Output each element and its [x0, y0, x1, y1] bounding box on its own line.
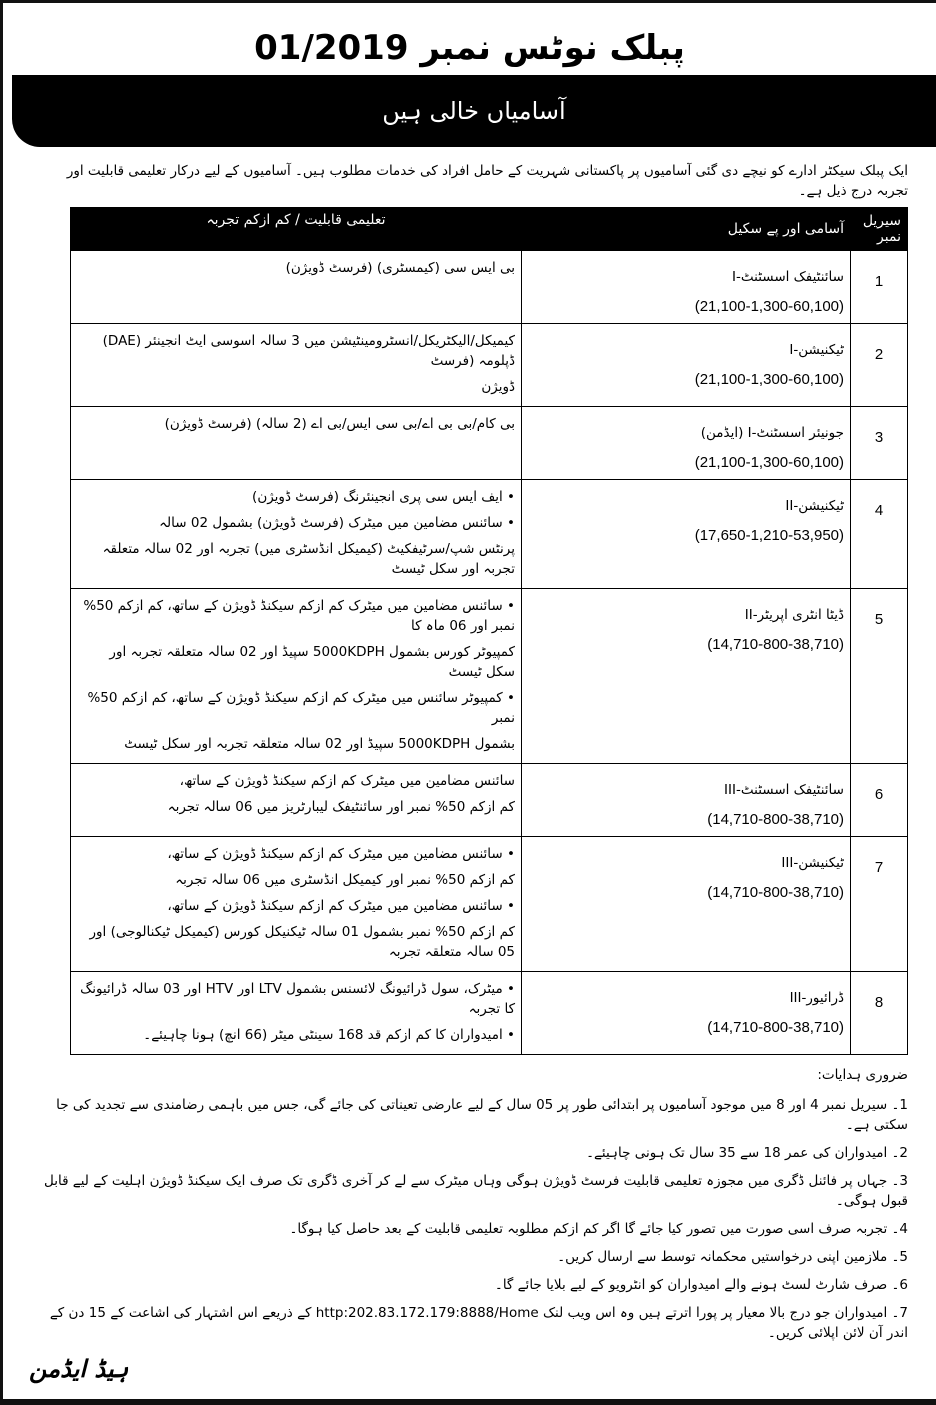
post-name: ٹیکنیشن-I [789, 342, 844, 358]
pay-scale: (14,710-800-38,710) [707, 636, 844, 653]
serial-number: 3 [851, 407, 908, 480]
table-row [71, 764, 908, 837]
qualification-line: کمپیوٹر کورس بشمول 5000KDPH سپیڈ اور 02 سالہ متعلقہ تجربہ اور سکل ٹیسٹ [109, 644, 515, 680]
post-cell [522, 251, 851, 324]
qualification-cell [71, 972, 522, 1055]
table-header-row [71, 208, 908, 251]
instruction-item: 5۔ ملازمین اپنی درخواستیں محکمانہ توسط سے ارسال کریں۔ [557, 1249, 908, 1265]
post-cell [522, 407, 851, 480]
vacancies-banner: آسامیاں خالی ہیں [12, 75, 936, 147]
serial-number: 5 [851, 589, 908, 764]
header-serial: سیریل نمبر [851, 208, 908, 251]
qualification-line: • ایف ایس سی پری انجینئرنگ (فرسٹ ڈویژن) [77, 484, 515, 510]
qualification-line: بی ایس سی (کیمسٹری) (فرسٹ ڈویژن) [285, 260, 515, 276]
serial-number: 1 [851, 251, 908, 324]
post-name: جونیئر اسسٹنٹ-I (ایڈمن) [700, 425, 844, 441]
qualification-line: ڈویژن [481, 379, 515, 395]
instructions [31, 1065, 908, 1347]
qualification-cell [71, 589, 522, 764]
qualification-line: پرنٹس شپ/سرٹیفکیٹ (کیمیکل انڈسٹری میں) تجربہ اور 02 سالہ متعلقہ تجربہ اور سکل ٹیسٹ [102, 541, 515, 577]
qualification-cell [71, 251, 522, 324]
qualification-line: کم ازکم 50% نمبر اور سائنٹیفک لیبارٹریز میں 06 سالہ تجربہ [167, 799, 515, 815]
instruction-item: 2۔ امیدواران کی عمر 18 سے 35 سال تک ہونی چاہیئے۔ [586, 1145, 908, 1161]
instruction-item: 4۔ تجربہ صرف اسی صورت میں تصور کیا جائے گا اگر کم ازکم مطلوبہ تعلیمی قابلیت کے بعد حاصل کیا ہوگا۔ [289, 1221, 908, 1237]
qualification-line: • میٹرک، سول ڈرائیونگ لائسنس بشمول LTV اور HTV اور 03 سالہ ڈرائیونگ کا تجربہ [77, 976, 515, 1022]
pay-scale: (14,710-800-38,710) [707, 884, 844, 901]
notice-title: پبلک نوٹس نمبر 01/2019 [254, 28, 685, 68]
qualification-cell [71, 480, 522, 589]
serial-number: 4 [851, 480, 908, 589]
qualification-line: • سائنس مضامین میں میٹرک کم ازکم سیکنڈ ڈویژن کے ساتھ، [77, 893, 515, 919]
post-name: ڈیٹا انٹری اپریٹر-II [744, 607, 844, 623]
qualification-line: کم ازکم 50% نمبر اور کیمیکل انڈسٹری میں 06 سالہ تجربہ [175, 872, 515, 888]
serial-number: 2 [851, 324, 908, 407]
post-cell [522, 764, 851, 837]
qualification-line: • سائنس مضامین میں میٹرک کم ازکم سیکنڈ ڈویژن کے ساتھ، [77, 841, 515, 867]
instruction-item: 3۔ جہاں پر فائنل ڈگری میں مجوزہ تعلیمی قابلیت فرسٹ ڈویژن ہوگی وہاں میٹرک سے لے کر آخری ڈگری تک صرف ایک سیکنڈ ڈویژن اہلیت کے لیے قابل قبول ہوگی۔ [43, 1173, 908, 1209]
intro-text: ایک پبلک سیکٹر ادارے کو نیچے دی گئی آسامیوں پر پاکستانی شہریت کے حامل افراد کی خدمات مطلوب ہیں۔ آسامیوں کے لیے درکار تعلیمی قابلیت اور تجربہ درج ذیل ہے۔ [66, 163, 908, 199]
pay-scale: (21,100-1,300-60,100) [694, 298, 844, 315]
qualification-cell [71, 324, 522, 407]
serial-number: 8 [851, 972, 908, 1055]
table-row [71, 480, 908, 589]
qualification-line: • سائنس مضامین میں میٹرک (فرسٹ ڈویژن) بشمول 02 سالہ [77, 510, 515, 536]
instructions-heading: ضروری ہدایات: [817, 1067, 908, 1083]
instruction-item: 7۔ امیدواران جو درج بالا معیار پر پورا اترتے ہیں وہ اس ویب لنک http:202.83.172.179:8888/Home کے ذریعے اس اشتہار کی اشاعت کے 15 دن کے اندر آن لائن اپلائی کریں۔ [49, 1305, 908, 1341]
post-name: ڈرائیور-III [789, 990, 844, 1006]
post-cell [522, 480, 851, 589]
table-row [71, 589, 908, 764]
table-row [71, 972, 908, 1055]
qualification-line: • کمپیوٹر سائنس میں میٹرک کم ازکم سیکنڈ ڈویژن کے ساتھ، کم ازکم 50% نمبر [77, 685, 515, 731]
signature-head-admin: ہیڈ ایڈمن [29, 1355, 129, 1383]
pay-scale: (14,710-800-38,710) [707, 811, 844, 828]
serial-number: 7 [851, 837, 908, 972]
header-post: آسامی اور پے سکیل [522, 208, 851, 251]
header-qualification: تعلیمی قابلیت / کم ازکم تجربہ [71, 208, 522, 251]
qualification-line: • سائنس مضامین میں میٹرک کم ازکم سیکنڈ ڈویژن کے ساتھ، کم ازکم 50% نمبر اور 06 ماہ کا [77, 593, 515, 639]
post-name: سائنٹیفک اسسٹنٹ-I [732, 269, 844, 285]
qualification-cell [71, 407, 522, 480]
table-row [71, 407, 908, 480]
post-name: ٹیکنیشن-III [781, 855, 844, 871]
serial-number: 6 [851, 764, 908, 837]
qualification-cell [71, 837, 522, 972]
instruction-item: 6۔ صرف شارٹ لسٹ ہونے والے امیدواران کو انٹرویو کے لیے بلایا جائے گا۔ [494, 1277, 908, 1293]
pay-scale: (17,650-1,210-53,950) [694, 527, 844, 544]
vacancies-table [70, 207, 908, 1055]
qualification-line: بشمول 5000KDPH سپیڈ اور 02 سالہ متعلقہ تجربہ اور سکل ٹیسٹ [124, 736, 515, 752]
qualification-line: سائنس مضامین میں میٹرک کم ازکم سیکنڈ ڈویژن کے ساتھ، [179, 773, 515, 789]
qualification-line: • امیدواران کا کم ازکم قد 168 سینٹی میٹر (66 انچ) ہونا چاہیئے۔ [77, 1022, 515, 1048]
post-name: ٹیکنیشن-II [785, 498, 844, 514]
post-cell [522, 837, 851, 972]
qualification-line: کیمیکل/الیکٹریکل/انسٹرومینٹیشن میں 3 سالہ اسوسی ایٹ انجینئر (DAE) ڈپلومہ (فرسٹ [102, 333, 515, 369]
pay-scale: (21,100-1,300-60,100) [694, 371, 844, 388]
post-name: سائنٹیفک اسسٹنٹ-III [724, 782, 844, 798]
qualification-line: کم ازکم 50% نمبر بشمول 01 سالہ ٹیکنیکل کورس (کیمیکل ٹیکنالوجی) اور 05 سالہ متعلقہ تجربہ [89, 924, 515, 960]
table-row [71, 324, 908, 407]
post-cell [522, 589, 851, 764]
table-row [71, 251, 908, 324]
post-cell [522, 324, 851, 407]
pay-scale: (14,710-800-38,710) [707, 1019, 844, 1036]
pay-scale: (21,100-1,300-60,100) [694, 454, 844, 471]
qualification-cell [71, 764, 522, 837]
instruction-item: 1۔ سیریل نمبر 4 اور 8 میں موجود آسامیوں پر ابتدائی طور پر 05 سال کے لیے عارضی تعیناتی کی جائے گی، جس میں باہمی رضامندی سے تجدید کی جا سکتی ہے۔ [56, 1097, 908, 1133]
table-row [71, 837, 908, 972]
post-cell [522, 972, 851, 1055]
qualification-line: بی کام/بی بی اے/بی سی ایس/بی اے (2 سالہ) (فرسٹ ڈویژن) [164, 416, 515, 432]
